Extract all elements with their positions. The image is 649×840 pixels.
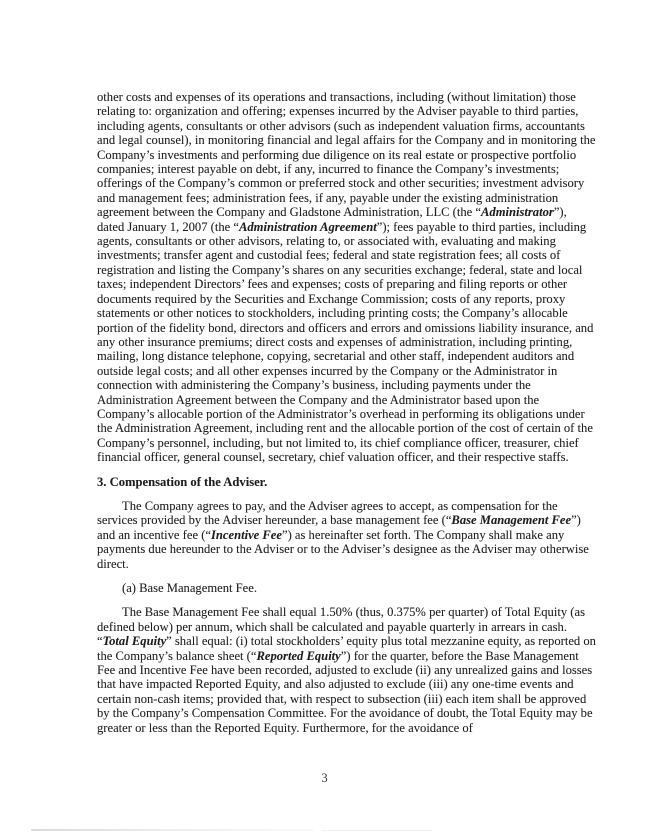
text-segment: Total Equity [102,634,167,649]
text-segment: ”); fees payable to third parties, including agents, consultants or other advisors, relating to, or associated with, evaluating and making investments; transfer agent and custodial fees; federal and state registration fees; all costs of registration and listing the Company’s shares on any securities exchange; federal, state and local taxes; independent Directors’ fees and expenses; costs of preparing and filing reports or other documents required by the Securities and Exchange Commission; costs of any reports, proxy statements or other notices to stockholders, including printing costs; the Company’s allocable portion of the fidelity bond, directors and officers and errors and omissions liability insurance, and any other insurance premiums; direct costs and expenses of administration, including printing, mailing, long distance telephone, copying, secretarial and other staff, independent auditors and outside legal costs; and all other expenses incurred by the Company or the Administrator in connection with administering the Company’s business, including payments under the Administration Agreement between the Company and the Administrator based upon the Company’s allocable portion of the Administrator’s overhead in performing its obligations under the Administration Agreement, including rent and the allocable portion of the cost of certain of the Company’s personnel, including, but not limited to, its chief compliance officer, treasurer, chief financial officer, general counsel, secretary, chief valuation officer, and their respective staffs. [97,219,594,465]
text-segment: ” shall equal: (i) total stockholders’ equity plus total mezzanine equity, as reported on the Company’s balance sheet (“ [97,634,596,663]
text-segment: Administration Agreement [238,219,377,234]
text-segment: Administrator [481,205,554,220]
expenses-continuation-paragraph [97,90,597,465]
text-segment: The Base Management Fee shall equal 1.50% (thus, 0.375% per quarter) of Total Equity (as defined below) per annum, which shall be calculated and payable quarterly in arrears in cash. “ [97,605,585,649]
subsection-heading-base-management-fee [97,581,597,595]
text-segment: The Company agrees to pay, and the Adviser agrees to accept, as compensation for the services provided by the Adviser hereunder, a base management fee (“ [97,498,558,528]
document-text [97,90,597,735]
text-segment: 3. Compensation of the Adviser. [97,474,268,489]
base-management-fee-paragraph [97,605,597,735]
text-segment: (a) Base Management Fee. [122,581,257,595]
page-number: 3 [321,771,328,785]
text-segment: ”), dated January 1, 2007 (the “ [97,205,567,234]
text-segment: Base Management Fee [451,513,572,528]
text-segment: Reported Equity [256,648,341,663]
compensation-intro-paragraph [97,499,597,571]
section-heading-compensation [97,475,597,489]
scan-artifact-line-2 [322,830,432,831]
text-segment: ”) and an incentive fee (“ [97,513,581,542]
text-segment: ”) for the quarter, before the Base Management Fee and Incentive Fee have been recorded, adjusted to exclude (ii) any unrealized gains and losses that have impacted Reported Equity, and also adjusted to exclude (iii) any one-time events and certain non-cash items; provided that, with respect to subsection (iii) each item shall be approved by the Company’s Compensation Committee. For the avoidance of doubt, the Total Equity may be greater or less than the Reported Equity. Furthermore, for the avoidance of [97,648,593,735]
scan-artifact-line [31,829,314,831]
text-segment: other costs and expenses of its operations and transactions, including (without limitation) those relating to: organization and offering; expenses incurred by the Adviser payable to third parties, including agents, consultants or other advisors (such as independent valuation firms, accountants and legal counsel), in monitoring financial and legal affairs for the Company and in monitoring the Company’s investments and performing due diligence on its real estate or prospective portfolio companies; interest payable on debt, if any, incurred to finance the Company’s investments; offerings of the Company’s common or preferred stock and other securities; investment advisory and management fees; administration fees, if any, payable under the existing administration agreement between the Company and Gladstone Administration, LLC (the “ [97,90,596,220]
text-segment: Incentive Fee [210,527,282,542]
text-segment: ”) as hereinafter set forth. The Company shall make any payments due hereunder to the Adviser or to the Adviser’s designee as the Adviser may otherwise direct. [97,527,589,571]
